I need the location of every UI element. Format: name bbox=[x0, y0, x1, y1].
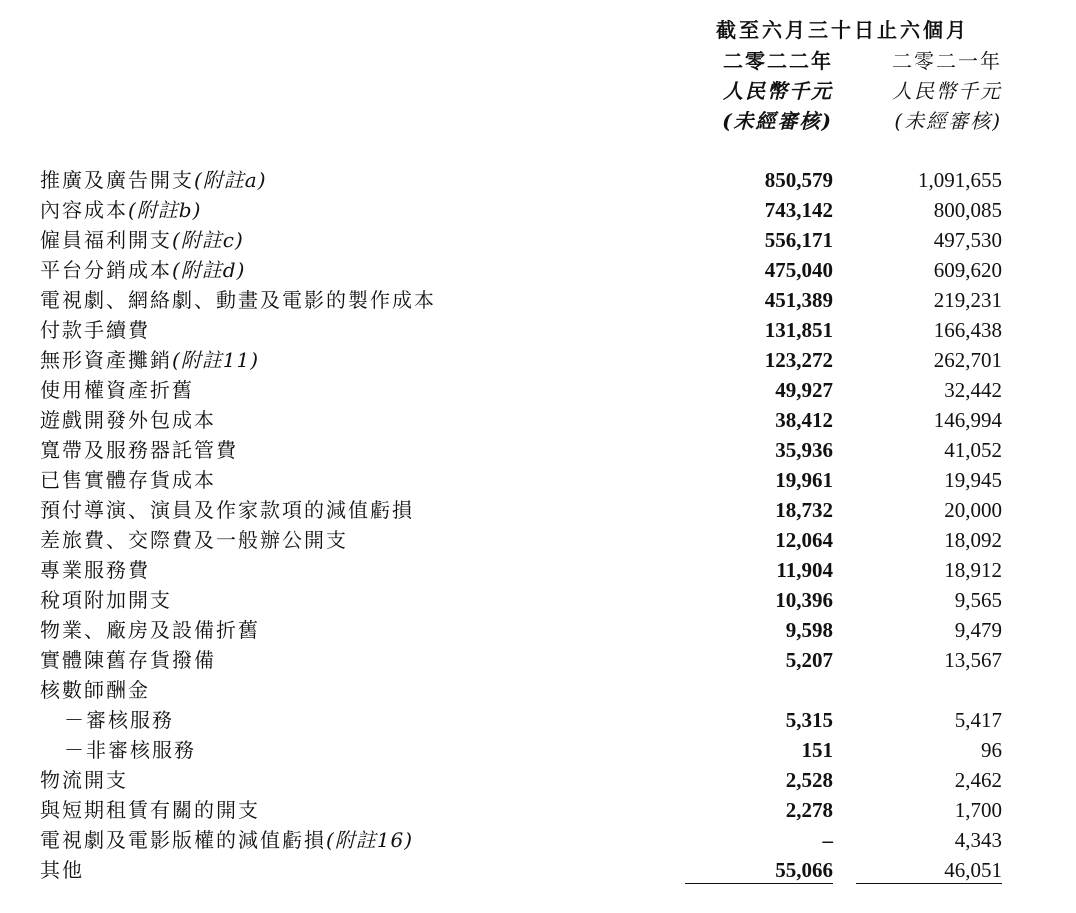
value-2022: 12,064 bbox=[775, 528, 833, 552]
table-row bbox=[40, 195, 1010, 225]
value-2022: 38,412 bbox=[775, 408, 833, 432]
row-label-text: 付款手續費 bbox=[40, 318, 150, 342]
value-2022: 9,598 bbox=[785, 618, 833, 642]
value-2021: 96 bbox=[981, 738, 1002, 762]
value-2022: 5,315 bbox=[785, 708, 833, 732]
row-label-text: 物業、廠房及設備折舊 bbox=[40, 618, 260, 642]
row-label bbox=[40, 465, 216, 495]
value-2022: 451,389 bbox=[764, 288, 833, 312]
table-row bbox=[40, 735, 1010, 765]
row-label-text: 內容成本 bbox=[40, 198, 128, 222]
row-label-text: 使用權資產折舊 bbox=[40, 378, 194, 402]
row-label bbox=[40, 615, 260, 645]
row-label bbox=[40, 645, 216, 675]
value-2021: 19,945 bbox=[944, 468, 1002, 492]
value-2021: 9,565 bbox=[954, 588, 1002, 612]
row-label-text: 核數師酬金 bbox=[40, 678, 150, 702]
row-label-text: 推廣及廣告開支 bbox=[40, 168, 194, 192]
column-unit-2022: 人民幣千元 bbox=[723, 79, 833, 103]
table-row bbox=[40, 375, 1010, 405]
value-2021: 609,620 bbox=[933, 258, 1002, 282]
value-2022: 850,579 bbox=[764, 168, 833, 192]
table-row bbox=[40, 285, 1010, 315]
row-label-text: 平台分銷成本 bbox=[40, 258, 172, 282]
row-label bbox=[40, 345, 259, 375]
value-2021: 219,231 bbox=[933, 288, 1002, 312]
value-2022: 131,851 bbox=[764, 318, 833, 342]
value-2021: 1,700 bbox=[954, 798, 1002, 822]
value-2021: 18,092 bbox=[944, 528, 1002, 552]
value-2021: 46,051 bbox=[944, 858, 1002, 882]
table-row bbox=[40, 825, 1010, 855]
value-2022: 2,278 bbox=[785, 798, 833, 822]
value-2022: 556,171 bbox=[764, 228, 833, 252]
column-unit-2021: 人民幣千元 bbox=[892, 79, 1002, 103]
row-label bbox=[64, 705, 174, 735]
row-label bbox=[40, 495, 414, 525]
row-label-text: 寬帶及服務器託管費 bbox=[40, 438, 238, 462]
row-label-text: 差旅費、交際費及一般辦公開支 bbox=[40, 528, 348, 552]
value-2022: 123,272 bbox=[764, 348, 833, 372]
table-row bbox=[40, 615, 1010, 645]
row-note-reference: (附註b) bbox=[128, 198, 202, 222]
row-label-text: 電視劇及電影版權的減值虧損 bbox=[40, 828, 326, 852]
table-row bbox=[40, 405, 1010, 435]
expense-table bbox=[40, 165, 1010, 885]
table-row bbox=[40, 465, 1010, 495]
row-label bbox=[40, 165, 267, 195]
value-2022: 5,207 bbox=[785, 648, 833, 672]
value-2021: 497,530 bbox=[933, 228, 1002, 252]
row-note-reference: (附註c) bbox=[172, 228, 244, 252]
period-heading: 截至六月三十日止六個月 bbox=[716, 18, 969, 42]
table-row bbox=[40, 255, 1010, 285]
row-label bbox=[40, 405, 216, 435]
value-2022: 10,396 bbox=[775, 588, 833, 612]
value-2021: 18,912 bbox=[944, 558, 1002, 582]
row-label-text: －審核服務 bbox=[64, 708, 174, 732]
value-2022: 19,961 bbox=[775, 468, 833, 492]
row-label bbox=[40, 225, 244, 255]
value-2021: 4,343 bbox=[954, 828, 1002, 852]
row-label bbox=[40, 555, 150, 585]
value-2022: 35,936 bbox=[775, 438, 833, 462]
value-2022: 11,904 bbox=[776, 558, 833, 582]
value-2022: 49,927 bbox=[775, 378, 833, 402]
table-row bbox=[40, 225, 1010, 255]
row-note-reference: (附註16) bbox=[326, 828, 414, 852]
row-label-text: 與短期租賃有關的開支 bbox=[40, 798, 260, 822]
value-2021: 166,438 bbox=[933, 318, 1002, 342]
value-2022: 2,528 bbox=[785, 768, 833, 792]
value-2022: 55,066 bbox=[775, 858, 833, 882]
table-row bbox=[40, 705, 1010, 735]
row-label-text: 稅項附加開支 bbox=[40, 588, 172, 612]
table-row bbox=[40, 435, 1010, 465]
table-row bbox=[40, 555, 1010, 585]
row-label-text: 僱員福利開支 bbox=[40, 228, 172, 252]
row-label-text: 已售實體存貨成本 bbox=[40, 468, 216, 492]
row-label-text: 其他 bbox=[40, 858, 84, 882]
row-label bbox=[40, 315, 150, 345]
row-label-text: 遊戲開發外包成本 bbox=[40, 408, 216, 432]
value-2021: 262,701 bbox=[933, 348, 1002, 372]
column-audit-2021: (未經審核) bbox=[894, 109, 1002, 133]
column-year-2021: 二零二一年 bbox=[892, 49, 1002, 73]
row-label bbox=[40, 855, 84, 885]
table-row bbox=[40, 345, 1010, 375]
value-2021: 20,000 bbox=[944, 498, 1002, 522]
value-2021: 146,994 bbox=[933, 408, 1002, 432]
row-note-reference: (附註d) bbox=[172, 258, 246, 282]
table-row bbox=[40, 765, 1010, 795]
value-2022: – bbox=[822, 828, 833, 852]
table-row bbox=[40, 675, 1010, 705]
row-label bbox=[40, 585, 172, 615]
row-label bbox=[40, 195, 201, 225]
row-label-text: 專業服務費 bbox=[40, 558, 150, 582]
value-2021: 5,417 bbox=[954, 708, 1002, 732]
table-row bbox=[40, 585, 1010, 615]
row-label-text: 電視劇、網絡劇、動畫及電影的製作成本 bbox=[40, 288, 436, 312]
value-2021: 9,479 bbox=[954, 618, 1002, 642]
value-2021: 13,567 bbox=[944, 648, 1002, 672]
row-label-text: 實體陳舊存貨撥備 bbox=[40, 648, 216, 672]
table-row bbox=[40, 495, 1010, 525]
row-label bbox=[40, 795, 260, 825]
row-label bbox=[40, 525, 348, 555]
value-2021: 41,052 bbox=[944, 438, 1002, 462]
row-label-text: 物流開支 bbox=[40, 768, 128, 792]
table-row bbox=[40, 855, 1010, 885]
row-label bbox=[40, 375, 194, 405]
column-header-2022 bbox=[663, 46, 833, 136]
row-label bbox=[40, 255, 245, 285]
table-row bbox=[40, 795, 1010, 825]
column-year-2022: 二零二二年 bbox=[723, 49, 833, 73]
row-label bbox=[64, 735, 196, 765]
row-label bbox=[40, 825, 413, 855]
table-row bbox=[40, 525, 1010, 555]
row-label-text: 預付導演、演員及作家款項的減值虧損 bbox=[40, 498, 414, 522]
value-2021: 2,462 bbox=[954, 768, 1002, 792]
row-note-reference: (附註11) bbox=[172, 348, 260, 372]
value-2021: 32,442 bbox=[944, 378, 1002, 402]
value-2021: 800,085 bbox=[933, 198, 1002, 222]
value-2022: 18,732 bbox=[775, 498, 833, 522]
row-label-text: －非審核服務 bbox=[64, 738, 196, 762]
total-rule-2022 bbox=[685, 883, 833, 884]
table-row bbox=[40, 315, 1010, 345]
row-label bbox=[40, 765, 128, 795]
row-label bbox=[40, 435, 238, 465]
row-note-reference: (附註a) bbox=[194, 168, 267, 192]
column-header-2021 bbox=[832, 46, 1002, 136]
row-label-text: 無形資產攤銷 bbox=[40, 348, 172, 372]
value-2021: 1,091,655 bbox=[918, 168, 1002, 192]
value-2022: 475,040 bbox=[764, 258, 833, 282]
row-label bbox=[40, 285, 436, 315]
row-label bbox=[40, 675, 150, 705]
table-row bbox=[40, 645, 1010, 675]
column-audit-2022: (未經審核) bbox=[722, 109, 833, 133]
table-row bbox=[40, 165, 1010, 195]
value-2022: 151 bbox=[801, 738, 833, 762]
value-2022: 743,142 bbox=[764, 198, 833, 222]
total-rule-2021 bbox=[856, 883, 1002, 884]
